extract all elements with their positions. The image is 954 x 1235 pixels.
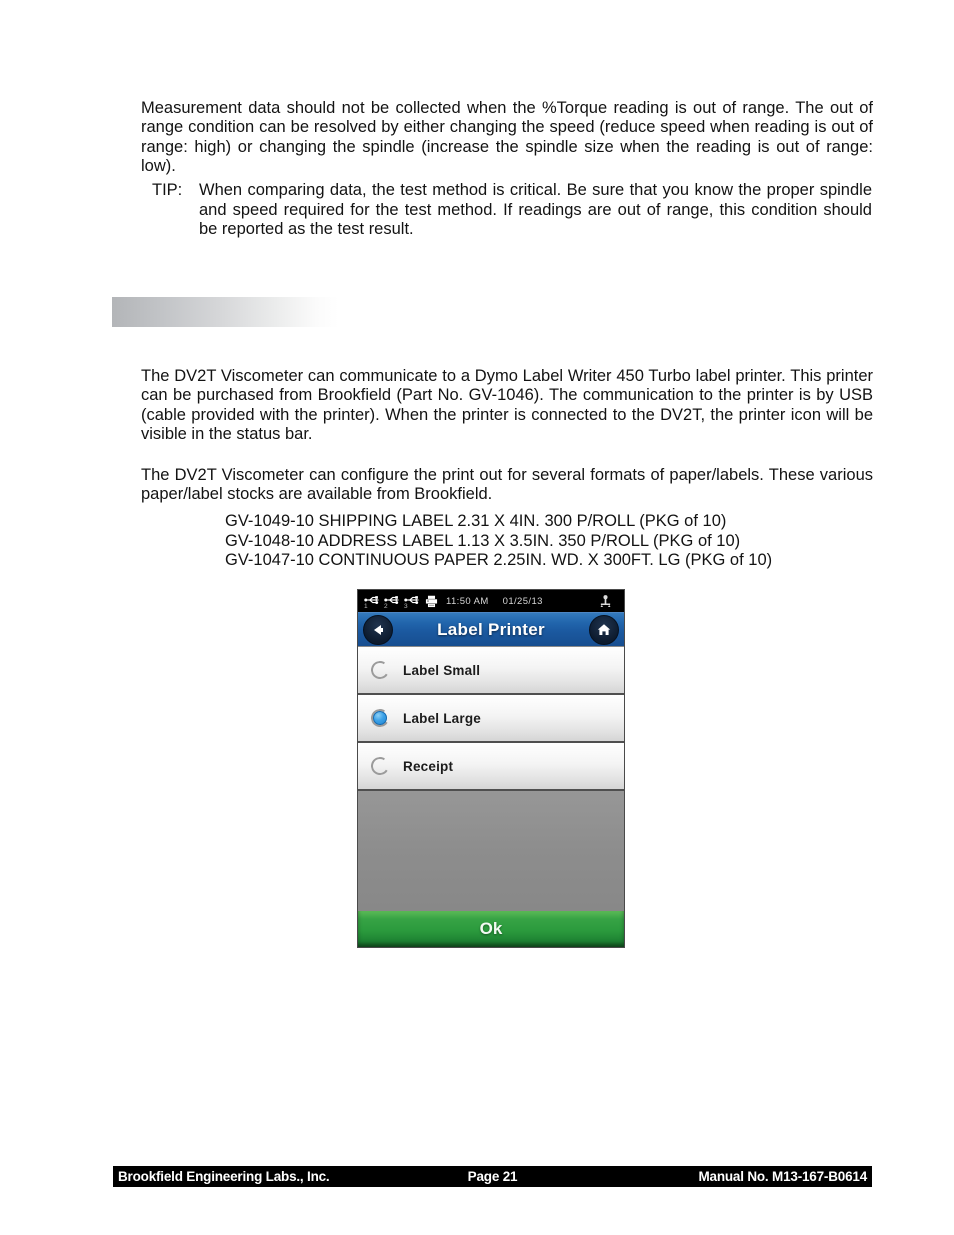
usb-port-group xyxy=(364,594,421,608)
option-label-large[interactable] xyxy=(358,695,624,743)
option-receipt[interactable] xyxy=(358,743,624,791)
radio-unselected-icon[interactable] xyxy=(369,659,390,680)
option-label: Receipt xyxy=(403,758,454,774)
tip-block xyxy=(152,181,872,240)
usb-port-number: 3 xyxy=(404,602,408,610)
usb-icon xyxy=(364,594,381,608)
screen-title: Label Printer xyxy=(437,619,545,639)
title-bar xyxy=(358,612,624,646)
paragraph-printer: The DV2T Viscometer can communicate to a Dymo Label Writer 450 Turbo label printer. This printer can be purchased from Brookfield (Part No. GV-1046). The communication to the printer is by USB (cable provided with the printer). When the printer is connected to the DV2T, the printer icon will be visible in the status bar. xyxy=(141,366,873,444)
viscometer-status-icon xyxy=(599,594,612,608)
screen-background-filler xyxy=(358,791,624,911)
tip-text: When comparing data, the test method is critical. Be sure that you know the proper spindle and speed required for the test method. If readings are out of range, this condition should be reported as the test result. xyxy=(199,181,872,239)
part-number-list xyxy=(225,512,772,571)
part-number-line: GV-1048-10 ADDRESS LABEL 1.13 X 3.5IN. 350 P/ROLL (PKG of 10) xyxy=(225,531,741,550)
page-footer xyxy=(113,1166,872,1187)
part-number-line: GV-1049-10 SHIPPING LABEL 2.31 X 4IN. 300 P/ROLL (PKG of 10) xyxy=(225,512,727,530)
footer-page-number: Page 21 xyxy=(467,1169,518,1184)
section-heading-bar xyxy=(112,297,339,327)
status-time: 11:50 AM xyxy=(446,595,489,607)
usb-port-number: 2 xyxy=(384,602,388,610)
status-bar xyxy=(358,590,624,612)
ok-button[interactable] xyxy=(358,911,624,947)
option-list xyxy=(358,646,624,791)
usb-icon xyxy=(404,594,421,608)
printer-icon xyxy=(425,595,438,608)
ok-button-label: Ok xyxy=(479,919,503,938)
part-number-line: GV-1047-10 CONTINUOUS PAPER 2.25IN. WD. X 300FT. LG (PKG of 10) xyxy=(225,551,773,570)
status-date: 01/25/13 xyxy=(502,595,543,607)
paragraph-formats: The DV2T Viscometer can configure the print out for several formats of paper/labels. These various paper/label stocks are available from Brookfield. xyxy=(141,465,873,504)
radio-selected-icon[interactable] xyxy=(369,707,390,728)
label-printer-screen xyxy=(358,590,624,947)
option-label: Label Small xyxy=(403,662,481,678)
footer-manual-number: Manual No. M13-167-B0614 xyxy=(698,1169,867,1184)
usb-port-number: 1 xyxy=(364,602,368,610)
tip-label: TIP: xyxy=(152,181,183,199)
footer-company: Brookfield Engineering Labs., Inc. xyxy=(118,1169,330,1184)
paragraph-measurement: Measurement data should not be collected when the %Torque reading is out of range. The out of range condition can be resolved by either changing the speed (reduce speed when reading is out of range: high) or changing the spindle (increase the spindle size when the reading is out of range: low). xyxy=(141,98,873,176)
option-label: Label Large xyxy=(403,710,481,726)
radio-unselected-icon[interactable] xyxy=(369,755,390,776)
usb-icon xyxy=(384,594,401,608)
back-button[interactable] xyxy=(363,615,393,645)
option-label-small[interactable] xyxy=(358,647,624,695)
home-button[interactable] xyxy=(589,615,619,645)
